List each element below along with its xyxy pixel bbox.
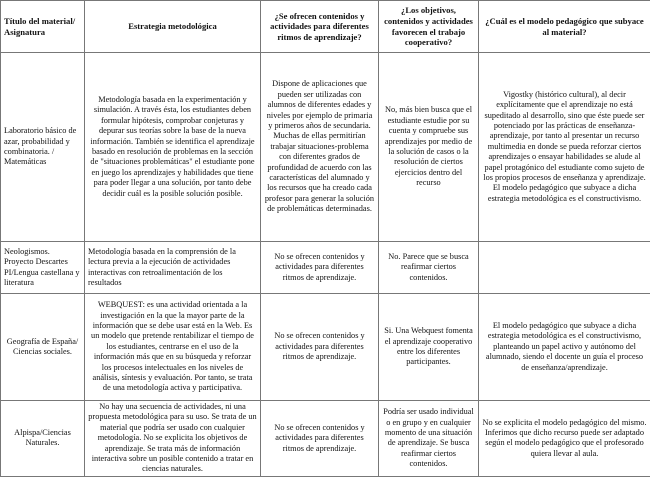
cell-title: Alpispa/Ciencias Naturales. [1, 401, 85, 477]
cell-title: Laboratorio básico de azar, probabilidad y combinatoria. / Matemáticas [1, 53, 85, 242]
header-model: ¿Cuál es el modelo pedagógico que subyace al material? [479, 1, 650, 53]
table-row [1, 294, 650, 401]
header-cooperative: ¿Los objetivos, contenidos y actividades favorecen el trabajo cooperativo? [379, 1, 479, 53]
table-row [1, 242, 650, 294]
table-row [1, 53, 650, 242]
cell-cooperative: Podría ser usado individual o en grupo y en cualquier momento de una situación de aprendizaje. Se busca reafirmar ciertos contenidos. [379, 401, 479, 477]
header-rhythms: ¿Se ofrecen contenidos y actividades para diferentes ritmos de aprendizaje? [261, 1, 379, 53]
cell-cooperative: No, más bien busca que el estudiante estudie por su cuenta y compruebe sus aprendizajes por medio de la solución de casos o la resolución de ciertos ejercicios dentro del recurso [379, 53, 479, 242]
cell-rhythms: No se ofrecen contenidos y actividades para diferentes ritmos de aprendizaje. [261, 294, 379, 401]
cell-title: Neologismos. Proyecto Descartes PI/Lengua castellana y literatura [1, 242, 85, 294]
header-strategy: Estrategia metodológica [85, 1, 261, 53]
cell-strategy: WEBQUEST: es una actividad orientada a la investigación en la que la mayor parte de la información que se debe usar está en la Web. Es un modelo que pretende rentabilizar el tiempo de los estudiantes, centrarse en el uso de la información más que en su búsqueda y reforzar los procesos intelectuales en los niveles de análisis, síntesis y evaluación. Por tanto, se trata de una metodología activa y participativa. [85, 294, 261, 401]
cell-strategy: Metodología basada en la experimentación y simulación. A través ésta, los estudiantes deben formular hipótesis, comprobar conjeturas y depurar sus teorías sobre la base de la nueva información. También se identifica el aprendizaje basado en resolución de problemas en la sección de "situaciones problemáticas" el estudiante pone en juego los aprendizajes y habilidades que tiene para poder llegar a una solución, por tanto debe decidir cuál es la posible solución posible. [85, 53, 261, 242]
cell-model: Vigostky (histórico cultural), al decir explícitamente que el aprendizaje no está supeditado al desarrollo, sino que éste puede ser potenciado por las prácticas de enseñanza-aprendizaje, por tanto al presentar un recurso multimedia en donde se pueda reforzar ciertos aprendizajes o ensayar habilidades se alude al papel protagónico del estudiante como sujeto de los propios procesos de enseñanza y aprendizaje. El modelo pedagógico que subyace a dicha estrategia metodológica es el constructivismo. [479, 53, 650, 242]
cell-cooperative: No. Parece que se busca reafirmar ciertos contenidos. [379, 242, 479, 294]
cell-rhythms: Dispone de aplicaciones que pueden ser utilizadas con alumnos de diferentes edades y niveles por ejemplo de primaria y primeros años de secundaria. Muchas de ellas permitirían trabajar situaciones-problema con diferentes grados de profundidad de acuerdo con las características del alumnado y los recursos que ha creado cada profesor para generar la solución de problemáticas determinadas. [261, 53, 379, 242]
cell-title: Geografía de España/ Ciencias sociales. [1, 294, 85, 401]
cell-model [479, 242, 650, 294]
cell-model: No se explicita el modelo pedagógico del mismo. Inferimos que dicho recurso puede ser adaptado según el modelo pedagógico que el profesorado quiera llevar al aula. [479, 401, 650, 477]
cell-strategy: No hay una secuencia de actividades, ni una propuesta metodológica para su uso. Se trata de un material que podría ser usado con cualquier metodología. No se explicita los objetivos de aprendizaje. Se trata más de información interactiva sobre un posible contenido a tratar en ciencias naturales. [85, 401, 261, 477]
cell-strategy: Metodología basada en la comprensión de la lectura previa a la ejecución de actividades interactivas con retroalimentación de los resultados [85, 242, 261, 294]
cell-model: El modelo pedagógico que subyace a dicha estrategia metodológica es el constructivismo, planteando un papel activo y autónomo del alumnado, siendo el docente un guía el proceso de enseñanza/aprendizaje. [479, 294, 650, 401]
table-row [1, 401, 650, 477]
header-row [1, 1, 650, 53]
cell-rhythms: No se ofrecen contenidos y actividades para diferentes ritmos de aprendizaje. [261, 242, 379, 294]
cell-cooperative: Si. Una Webquest fomenta el aprendizaje cooperativo entre los diferentes participantes. [379, 294, 479, 401]
cell-rhythms: No se ofrecen contenidos y actividades para diferentes ritmos de aprendizaje. [261, 401, 379, 477]
header-title: Título del material/ Asignatura [1, 1, 85, 53]
